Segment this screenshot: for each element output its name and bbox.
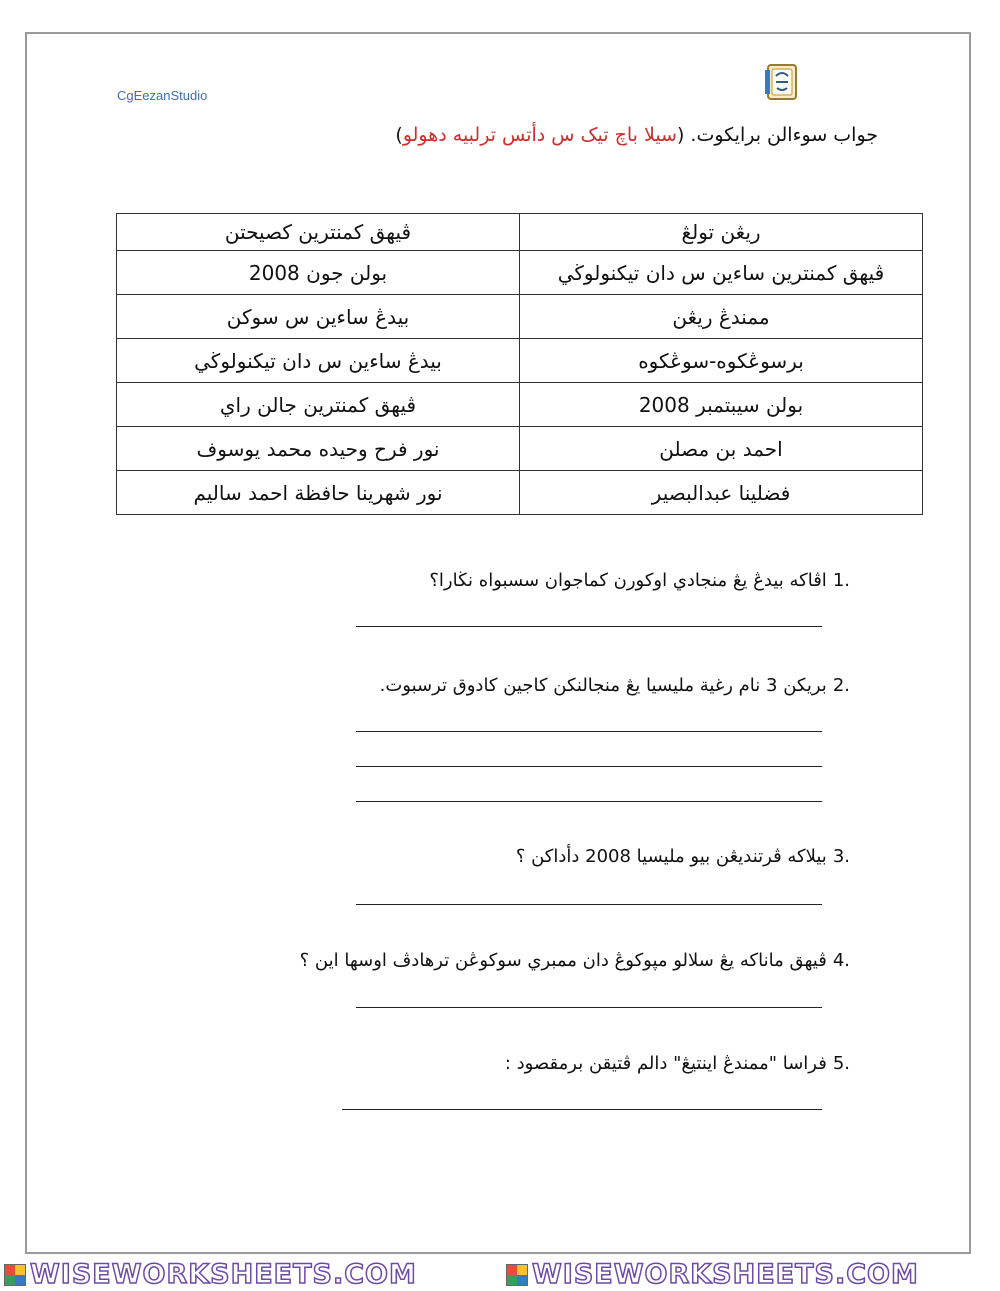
table-row [117, 427, 923, 471]
wise-badge-icon [506, 1264, 528, 1286]
question-text: فراسا "ممندڠ اينتيڠ" دالم ڤتيقن برمقصود : [504, 1053, 827, 1074]
info-table [116, 213, 923, 515]
table-cell: فضلينا عبدالبصير [520, 471, 923, 515]
question-number: .5 [832, 1053, 850, 1074]
instruction-heading [395, 124, 878, 146]
table-header-row [117, 214, 923, 251]
question-1 [429, 570, 850, 591]
question-number: .1 [832, 570, 850, 591]
watermark-text: WISEWORKSHEETS.COM [532, 1260, 919, 1290]
question-4 [300, 950, 850, 971]
table-row [117, 295, 923, 339]
instruction-note: سيلا باچ تيک س دأتس ترلبيه دهولو [402, 124, 677, 146]
table-cell: ڤيهق كمنترين ساءين س دان تيكنولوڬي [520, 251, 923, 295]
table-cell: بيدڠ ساءين س سوكن [117, 295, 520, 339]
answer-line-5[interactable] [342, 1109, 822, 1110]
table-header: ريڠن تولڠ [520, 214, 923, 251]
instruction-close: ) [395, 124, 403, 146]
table-cell: برسوڠكوه-سوڠكوه [520, 339, 923, 383]
question-text: بيلاكه ڤرتنديڠن بيو مليسيا 2008 دأداكن ؟ [515, 846, 827, 867]
question-text: اڤاكه بيدڠ يڠ منجادي اوكورن كماجوان سسبواه نڬارا؟ [429, 570, 827, 591]
question-number: .2 [832, 675, 850, 696]
answer-line-2c[interactable] [356, 801, 822, 802]
table-row [117, 339, 923, 383]
question-text: ڤيهق ماناكه يڠ سلالو مپوكوڠ دان ممبري سوكوڠن ترهادڤ اوسها اين ؟ [299, 950, 827, 971]
instruction-text: جواب سوءالن برايكوت. ( [676, 124, 878, 146]
table-cell: احمد بن مصلن [520, 427, 923, 471]
table-cell: ڤيهق كمنترين جالن راي [117, 383, 520, 427]
table-cell: نور فرح وحيده محمد يوسوف [117, 427, 520, 471]
table-row [117, 383, 923, 427]
studio-credit: CgEezanStudio [117, 88, 208, 103]
question-text: بريكن 3 نام رغية مليسيا يڠ منجالنكن كاجين كادوق ترسبوت. [379, 675, 827, 696]
table-header: ڤيهق كمنترين كصيحتن [117, 214, 520, 251]
question-3 [516, 846, 850, 867]
table-row [117, 251, 923, 295]
table-row [117, 471, 923, 515]
question-number: .3 [832, 846, 850, 867]
answer-line-2a[interactable] [356, 731, 822, 732]
table-cell: بولن جون 2008 [117, 251, 520, 295]
answer-line-1[interactable] [356, 626, 822, 627]
watermark-footer [0, 1260, 1000, 1291]
answer-line-3[interactable] [356, 904, 822, 905]
answer-line-4[interactable] [356, 1007, 822, 1008]
question-2 [380, 675, 850, 696]
question-5 [505, 1053, 850, 1074]
table-cell: بولن سيبتمبر 2008 [520, 383, 923, 427]
table-cell: بيدڠ ساءين س دان تيكنولوڬي [117, 339, 520, 383]
table-cell: نور شهرينا حافظة احمد ساليم [117, 471, 520, 515]
wise-badge-icon [4, 1264, 26, 1286]
answer-line-2b[interactable] [356, 766, 822, 767]
quran-book-icon [760, 60, 804, 104]
table-cell: ممندڠ ريڠن [520, 295, 923, 339]
watermark-text: WISEWORKSHEETS.COM [30, 1260, 417, 1290]
question-number: .4 [832, 950, 850, 971]
